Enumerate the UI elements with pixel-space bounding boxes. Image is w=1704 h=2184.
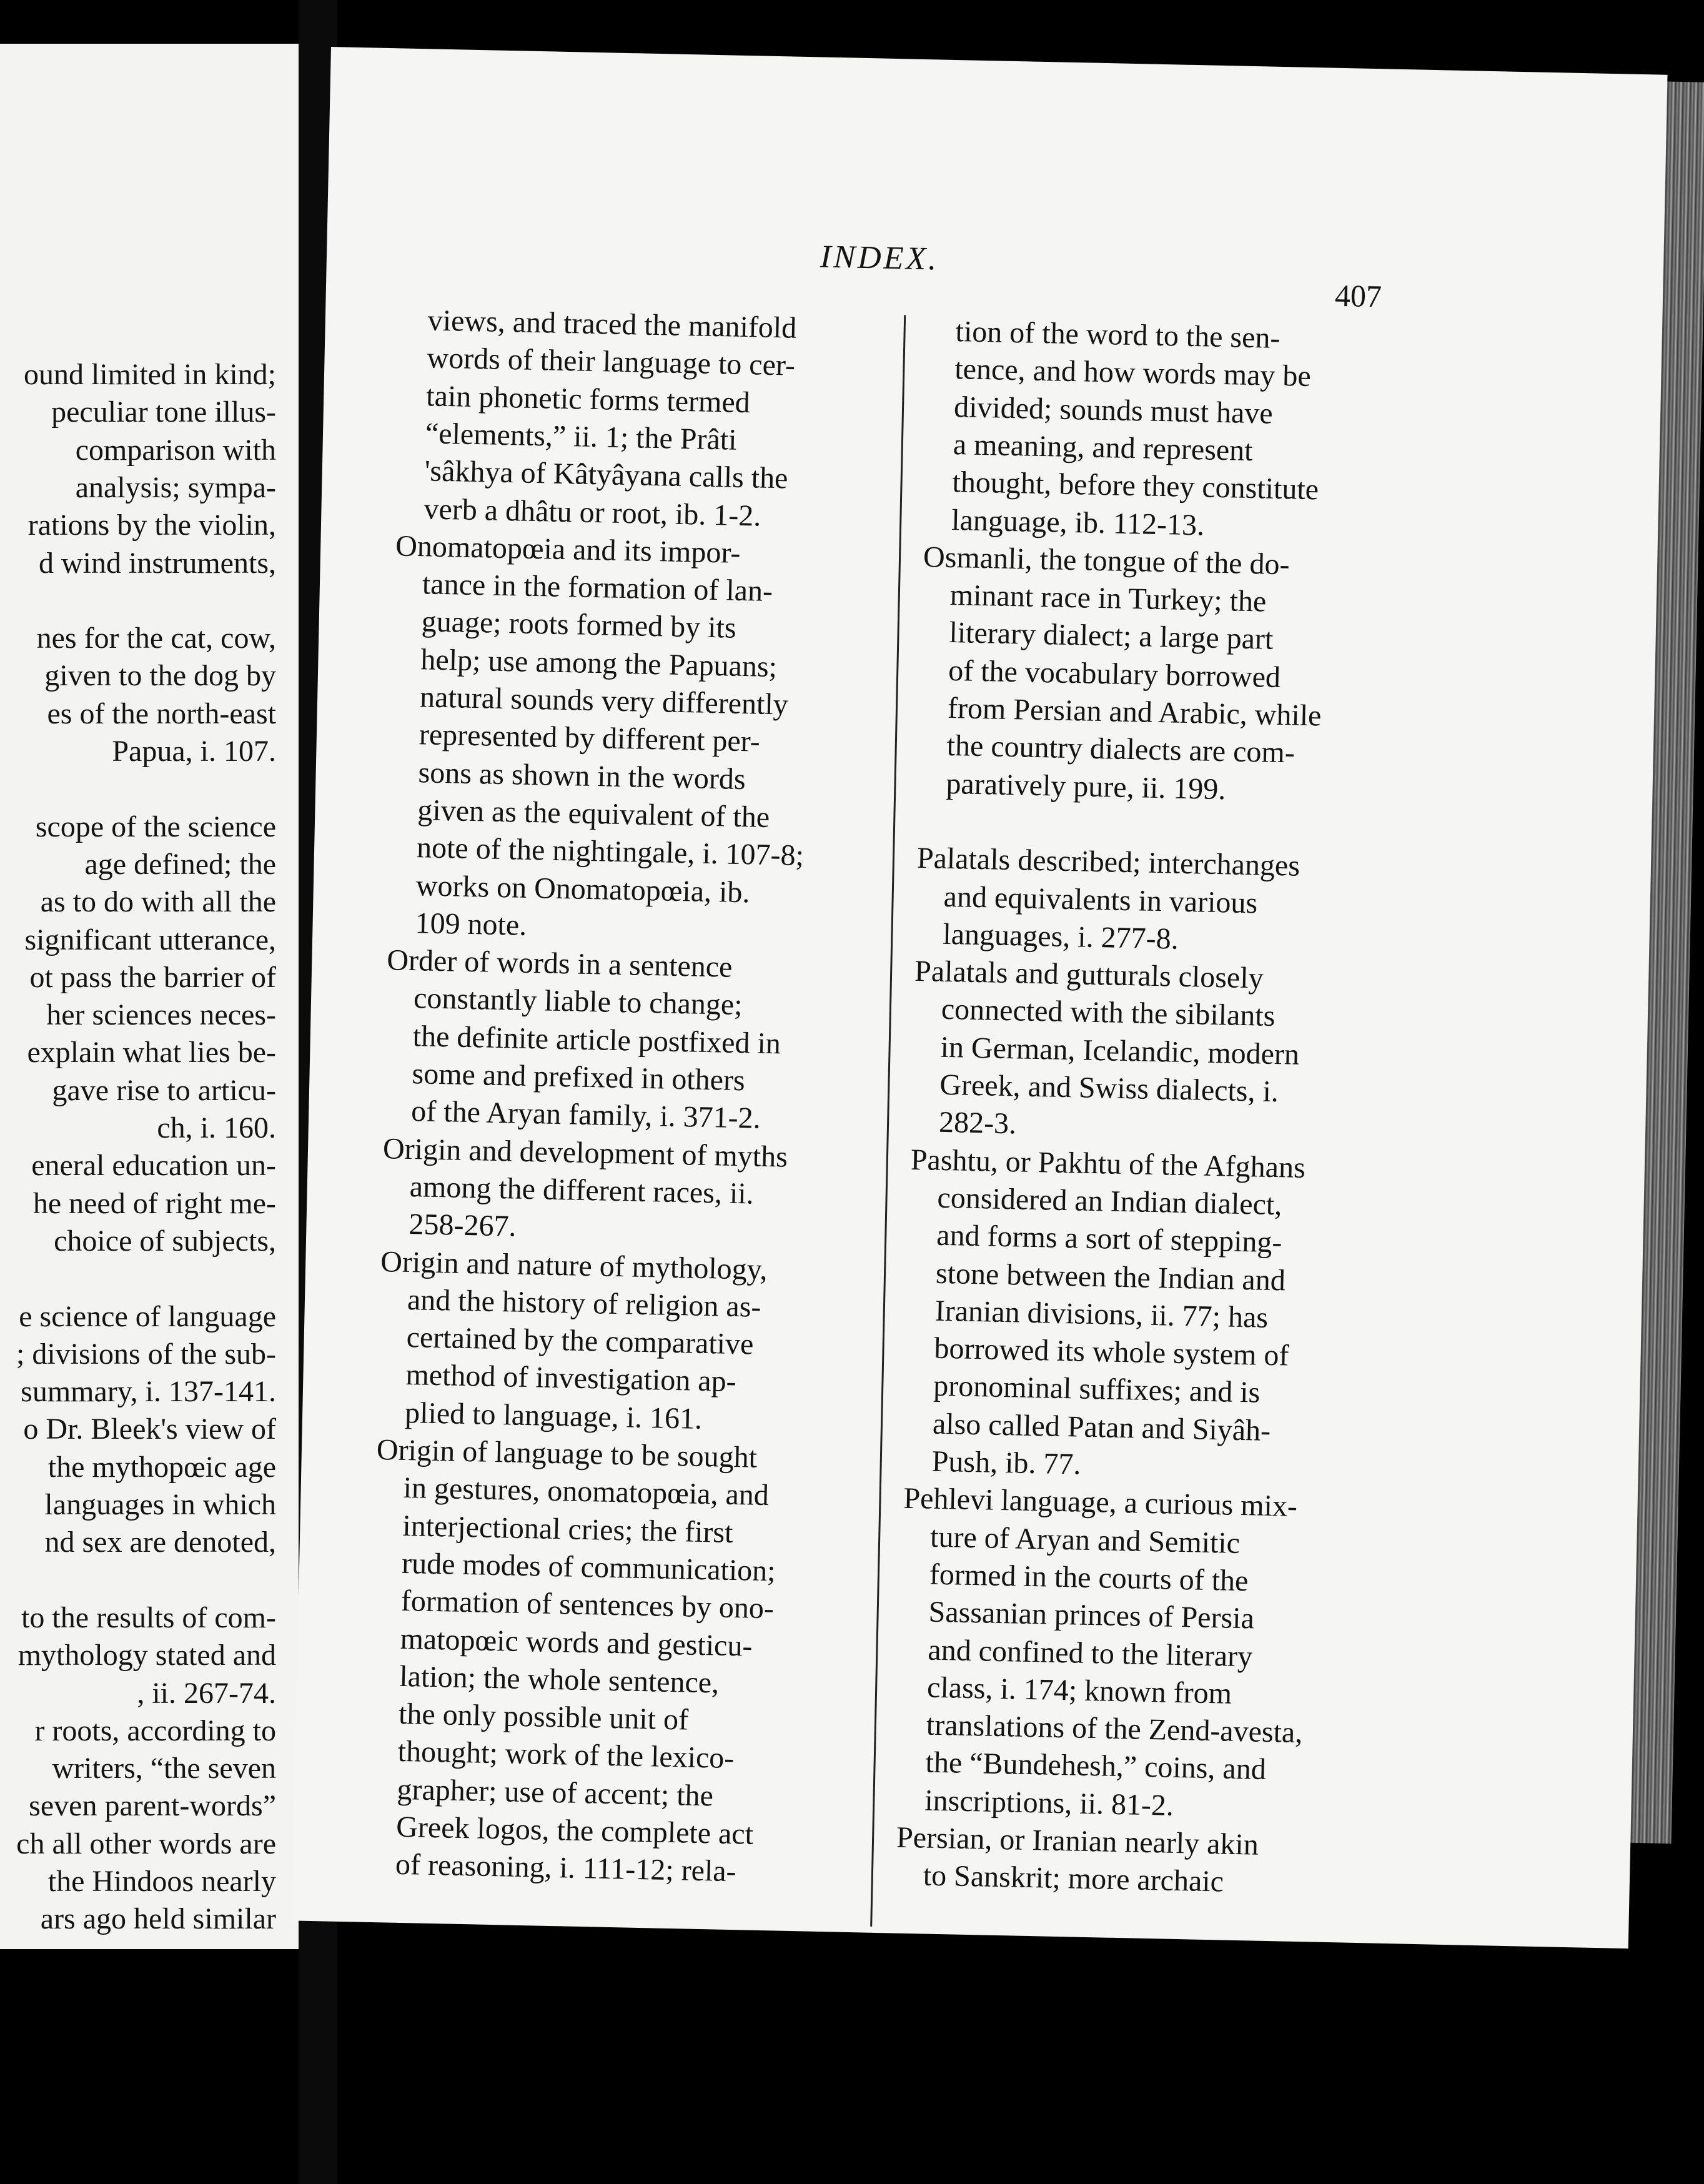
index-line-continued: words of their language to cer- (427, 341, 796, 382)
left-page-line: ch all other words are (16, 1827, 276, 1860)
index-entry-head: Origin of language to be sought (376, 1433, 758, 1474)
left-page-line: choice of subjects, (54, 1224, 276, 1258)
left-page-line: analysis; sympa- (75, 470, 276, 504)
index-line-continued: considered an Indian dialect, (937, 1181, 1282, 1222)
index-line-continued: class, i. 174; known from (926, 1670, 1232, 1710)
index-line-continued: among the different races, ii. (409, 1169, 755, 1211)
index-line-continued: the only possible unit of (398, 1697, 689, 1737)
index-line-continued: 109 note. (415, 906, 527, 942)
running-header: INDEX. (820, 239, 939, 277)
page-number: 407 (1334, 277, 1382, 314)
index-line-continued: matopœic words and gesticu- (400, 1622, 753, 1663)
index-line-continued: pronominal suffixes; and is (933, 1369, 1261, 1410)
index-line-continued: plied to language, i. 161. (404, 1396, 703, 1436)
left-page-line: summary, i. 137-141. (21, 1375, 276, 1409)
left-page-line: seven parent-words” (29, 1789, 276, 1823)
index-line-continued: 'sâkhya of Kâtyâyana calls the (424, 454, 788, 495)
index-line-continued: Greek logos, the complete act (395, 1810, 754, 1851)
index-line-continued: in German, Icelandic, modern (940, 1030, 1300, 1071)
index-line-continued: 258-267. (409, 1208, 517, 1243)
index-line-continued: Push, ib. 77. (931, 1444, 1082, 1481)
left-page-line: mythology stated and (17, 1639, 276, 1672)
index-entry-head: Palatals described; interchanges (916, 841, 1300, 883)
index-line-continued: thought, before they constitute (952, 465, 1319, 507)
index-entry-head: Origin and development of myths (382, 1131, 788, 1174)
right-page (292, 47, 1667, 1948)
left-page-line: peculiar tone illus- (51, 395, 276, 429)
index-line-continued: grapher; use of accent; the (397, 1772, 714, 1813)
left-page-line: the mythopœic age (47, 1450, 276, 1484)
left-page-line: he need of right me- (32, 1186, 276, 1220)
left-page-line: Papua, i. 107. (112, 735, 276, 768)
left-page-line: explain what lies be- (27, 1036, 276, 1070)
left-page-line: e science of language (19, 1299, 276, 1333)
index-line-continued: some and prefixed in others (412, 1057, 746, 1098)
index-line-continued: certained by the comparative (406, 1321, 754, 1361)
index-entry-head: Persian, or Iranian nearly akin (896, 1820, 1259, 1862)
index-line-continued: of the Aryan family, i. 371-2. (410, 1094, 761, 1136)
index-line-continued: and forms a sort of stepping- (936, 1218, 1283, 1259)
index-entry-head: Onomatopœia and its impor- (395, 529, 741, 570)
left-page-line: eneral education un- (31, 1149, 276, 1183)
left-page-line: comparison with (75, 433, 276, 467)
left-page-line: es of the north-east (47, 697, 276, 730)
index-line-continued: views, and traced the manifold (427, 304, 797, 345)
index-line-continued: help; use among the Papuans; (420, 642, 778, 683)
left-page-line: nes for the cat, cow, (36, 622, 276, 655)
left-page-line: ch, i. 160. (157, 1111, 276, 1144)
left-page-line: gave rise to articu- (52, 1073, 276, 1107)
left-page-line: ot pass the barrier of (29, 960, 276, 994)
index-line-continued: thought; work of the lexico- (397, 1735, 735, 1775)
index-line-continued: languages, i. 277-8. (942, 917, 1179, 956)
index-line-continued: borrowed its whole system of (934, 1331, 1289, 1372)
index-entry-head: Origin and nature of mythology, (380, 1244, 768, 1286)
index-line-continued: paratively pure, ii. 199. (945, 767, 1226, 806)
left-page-line: ound limited in kind; (24, 358, 276, 391)
left-page-line: as to do with all the (40, 885, 276, 919)
left-page-line: writers, “the seven (52, 1752, 276, 1785)
index-line-continued: tence, and how words may be (954, 352, 1312, 394)
column-rule (870, 315, 906, 1926)
index-entry-head: Osmanli, the tongue of the do- (923, 540, 1290, 582)
left-page-line: scope of the science (35, 810, 276, 843)
index-line-continued: minant race in Turkey; the (949, 578, 1267, 618)
index-line-continued: sons as shown in the words (418, 755, 746, 796)
index-line-continued: 282-3. (938, 1106, 1017, 1141)
left-page-line: significant utterance, (24, 923, 276, 956)
index-line-continued: of reasoning, i. 111-12; rela- (395, 1848, 737, 1889)
left-page-line: given to the dog by (44, 659, 276, 693)
index-line-continued: verb a dhâtu or root, ib. 1-2. (423, 492, 761, 533)
index-line-continued: language, ib. 112-13. (951, 503, 1205, 542)
index-line-continued: of the vocabulary borrowed (948, 653, 1281, 694)
index-line-continued: the country dialects are com- (946, 729, 1295, 770)
left-page-line: ars ago held similar (40, 1902, 276, 1936)
left-page-line: the Hindoos nearly (47, 1865, 276, 1898)
index-line-continued: and the history of religion as- (407, 1283, 761, 1324)
index-line-continued: the definite article postfixed in (412, 1019, 781, 1061)
left-page-line: nd sex are denoted, (44, 1526, 276, 1559)
left-page-line: rations by the violin, (27, 509, 276, 542)
index-line-continued: to Sanskrit; more archaic (923, 1859, 1224, 1899)
index-line-continued: natural sounds very differently (419, 680, 789, 722)
index-line-continued: stone between the Indian and (935, 1256, 1286, 1297)
index-line-continued: formed in the courts of the (929, 1557, 1249, 1598)
left-page-line: age defined; the (84, 847, 276, 881)
index-entry-head: Pehlevi language, a curious mix- (903, 1482, 1298, 1524)
index-line-continued: constantly liable to change; (413, 981, 743, 1022)
index-entry-head: Order of words in a sentence (386, 943, 733, 984)
index-line-continued: method of investigation ap- (405, 1358, 737, 1399)
left-page-line: languages in which (44, 1488, 276, 1521)
index-line-continued: formation of sentences by ono- (400, 1584, 775, 1626)
index-line-continued: interjectional cries; the first (402, 1509, 734, 1549)
index-line-continued: represented by different per- (419, 718, 761, 758)
index-line-continued: the “Bundehesh,” coins, and (925, 1745, 1267, 1787)
index-line-continued: guage; roots formed by its (421, 605, 737, 645)
index-entry-head: Palatals and gutturals closely (914, 954, 1264, 995)
index-line-continued: inscriptions, ii. 81-2. (924, 1784, 1174, 1822)
index-line-continued: “elements,” ii. 1; the Prâti (425, 417, 738, 457)
index-line-continued: and equivalents in various (943, 880, 1258, 920)
index-line-continued: connected with the sibilants (941, 993, 1276, 1033)
index-line-continued: given as the equivalent of the (417, 793, 770, 834)
index-line-continued: divided; sounds must have (953, 390, 1274, 430)
index-line-continued: tion of the word to the sen- (955, 315, 1281, 355)
left-page (0, 44, 299, 1949)
index-line-continued: translations of the Zend-avesta, (926, 1708, 1303, 1750)
left-page-line: r roots, according to (34, 1714, 276, 1747)
left-page-line: o Dr. Bleek's view of (23, 1412, 276, 1446)
index-line-continued: tance in the formation of lan- (422, 567, 773, 608)
index-line-continued: also called Patan and Siyâh- (932, 1407, 1271, 1447)
index-line-continued: Sassanian princes of Persia (928, 1595, 1255, 1636)
index-line-continued: from Persian and Arabic, while (947, 691, 1322, 733)
index-line-continued: Iranian divisions, ii. 77; has (934, 1294, 1269, 1334)
index-line-continued: a meaning, and represent (953, 427, 1254, 467)
left-page-line: to the results of com- (21, 1601, 276, 1634)
index-line-continued: rude modes of communication; (401, 1546, 776, 1588)
left-page-line: ; divisions of the sub- (16, 1337, 276, 1371)
index-line-continued: literary dialect; a large part (949, 616, 1274, 657)
index-line-continued: note of the nightingale, i. 107-8; (416, 831, 805, 873)
index-line-continued: and confined to the literary (927, 1633, 1253, 1673)
left-page-line: d wind instruments, (39, 546, 276, 580)
index-line-continued: ture of Aryan and Semitic (929, 1520, 1241, 1560)
index-line-continued: Greek, and Swiss dialects, i. (939, 1068, 1279, 1109)
index-line-continued: in gestures, onomatopœia, and (403, 1471, 770, 1512)
left-page-line: , ii. 267-74. (137, 1676, 276, 1710)
index-entry-head: Pashtu, or Pakhtu of the Afghans (910, 1143, 1306, 1184)
index-line-continued: works on Onomatopœia, ib. (415, 868, 750, 909)
left-page-line: her sciences neces- (46, 998, 276, 1032)
index-line-continued: lation; the whole sentence, (399, 1659, 720, 1700)
index-line-continued: tain phonetic forms termed (425, 379, 751, 419)
